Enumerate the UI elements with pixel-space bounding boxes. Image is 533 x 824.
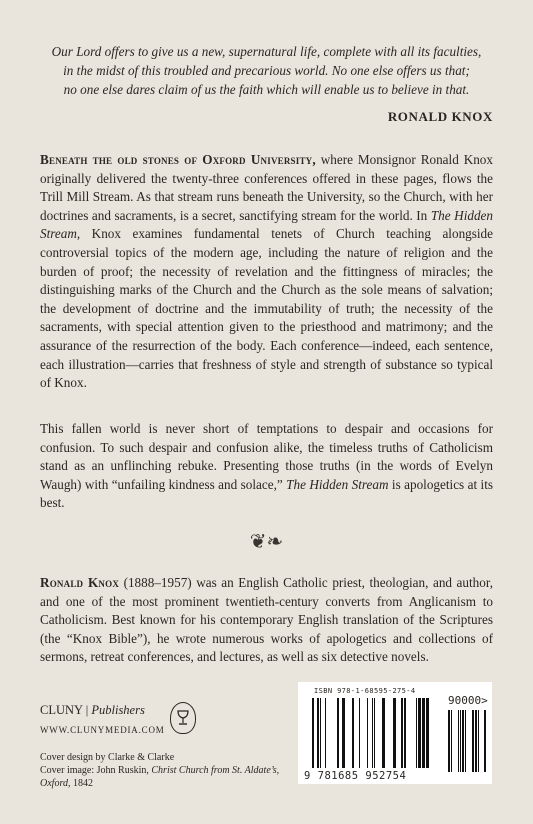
author-name: Ronald Knox	[40, 575, 120, 590]
image-credit	[40, 764, 280, 790]
publisher-name	[40, 703, 145, 718]
barcode	[298, 682, 492, 784]
epigraph-line: no one else dares claim of us the faith which will enable us to believe in that.	[63, 82, 470, 97]
author-bio-text: (1888–1957) was an English Catholic priest, theologian, and author, and one of the most prominent twentieth-century converts from Anglicanism to Catholicism. Best known for his contemporary English translation of the Scriptures (the “Knox Bible”), he wrote numerous works of apologetics and collections of sermons, retreat conferences, and lectures, as well as six detective novels.	[40, 575, 494, 665]
barcode-bars	[298, 682, 492, 784]
barcode-bar	[320, 698, 321, 768]
image-credit-title: Christ Church from St. Aldate’s, Oxford	[40, 765, 280, 789]
isbn-text: ISBN 978-1-68595-275-4	[314, 687, 416, 695]
barcode-bar	[352, 698, 354, 768]
barcode-bar	[418, 698, 421, 768]
publisher-separator: |	[82, 703, 92, 717]
publisher-website: WWW.CLUNYMEDIA.COM	[40, 725, 165, 735]
barcode-bar	[337, 698, 339, 768]
epigraph-line: in the midst of this troubled and precarious world. No one else offers us that;	[63, 63, 470, 78]
barcode-bar	[401, 698, 403, 768]
author-bio	[40, 574, 493, 667]
barcode-addon-bar	[460, 710, 461, 772]
barcode-bar	[426, 698, 429, 768]
paragraph-lead: Beneath the old stones of Oxford University,	[40, 152, 316, 167]
barcode-addon-bar	[451, 710, 452, 772]
book-title: The Hidden Stream	[286, 476, 389, 492]
barcode-bar	[393, 698, 396, 768]
barcode-bar	[342, 698, 345, 768]
barcode-bar	[312, 698, 314, 768]
barcode-bar	[404, 698, 406, 768]
price-code: 90000>	[448, 694, 488, 707]
barcode-bar	[422, 698, 425, 768]
barcode-bar	[382, 698, 385, 768]
paragraph-text: This fallen world is never short of temptations to despair and occasions for confusion. To such despair and confusion alike, the timeless truths of Catholicism stand as an unflinching rebuke. Presenting those truths (in the words of Evelyn Waugh) with “unfailing kindness and solace,”	[40, 421, 493, 492]
barcode-bar	[416, 698, 417, 768]
fleuron-ornament: ❦❧	[249, 531, 284, 553]
paragraph-text: , Knox examines fundamental tenets of Church teaching alongside controversial topics of the modern age, including the nature of religion and the burden of proof; the necessity of revelation and the fittingness of miracles; the distinguishing marks of the Church and the Church as the sole means of salvation; the development of doctrine and the immutability of truth; the necessity of the sacraments, with special attention given to the priesthood and matrimony; and the assurance of the resurrection of the body. Each conference—indeed, each sentence, each illustration—carries that freshness of style and strength of substance so typical of Knox.	[40, 226, 493, 391]
paragraph-text: where Monsignor Ronald Knox originally delivered the twenty-three conferences offered in these pages, flows the Trill Mill Stream. As that stream runs beneath the University, so the Church, with her doctrines and sacraments, is a secret, sanctifying stream for the world. In	[40, 152, 493, 223]
epigraph-attribution: RONALD KNOX	[387, 109, 493, 124]
barcode-bar	[325, 698, 326, 768]
barcode-bar	[374, 698, 375, 768]
publisher-brand: CLUNY	[40, 703, 83, 717]
description-paragraph	[40, 151, 493, 393]
barcode-bar	[317, 698, 319, 768]
design-credit: Cover design by Clarke & Clarke	[40, 752, 175, 763]
barcode-addon-bar	[475, 710, 477, 772]
publisher-label: Publishers	[91, 703, 145, 717]
barcode-addon-bar	[465, 710, 466, 772]
barcode-addon-bar	[448, 710, 450, 772]
barcode-bar	[372, 698, 373, 768]
epigraph	[40, 42, 493, 99]
book-title: The Hidden Stream	[40, 207, 493, 242]
barcode-addon-bar	[478, 710, 479, 772]
barcode-bar	[367, 698, 368, 768]
cover-credits	[40, 751, 280, 790]
barcode-addon-bar	[472, 710, 474, 772]
barcode-addon-bar	[484, 710, 486, 772]
image-credit-prefix: Cover image: John Ruskin,	[40, 765, 152, 776]
barcode-bar	[359, 698, 360, 768]
image-credit-year: , 1842	[67, 778, 93, 789]
paragraph-text: is apologetics at its best.	[40, 476, 493, 511]
barcode-digits: 9 781685 952754	[304, 770, 407, 782]
barcode-addon-bar	[458, 710, 459, 772]
epigraph-line: Our Lord offers to give us a new, supernatural life, complete with all its faculties,	[51, 44, 482, 59]
chalice-icon-shape	[176, 709, 190, 727]
barcode-addon-bar	[462, 710, 464, 772]
description-paragraph	[40, 420, 493, 513]
chalice-icon	[170, 702, 196, 734]
